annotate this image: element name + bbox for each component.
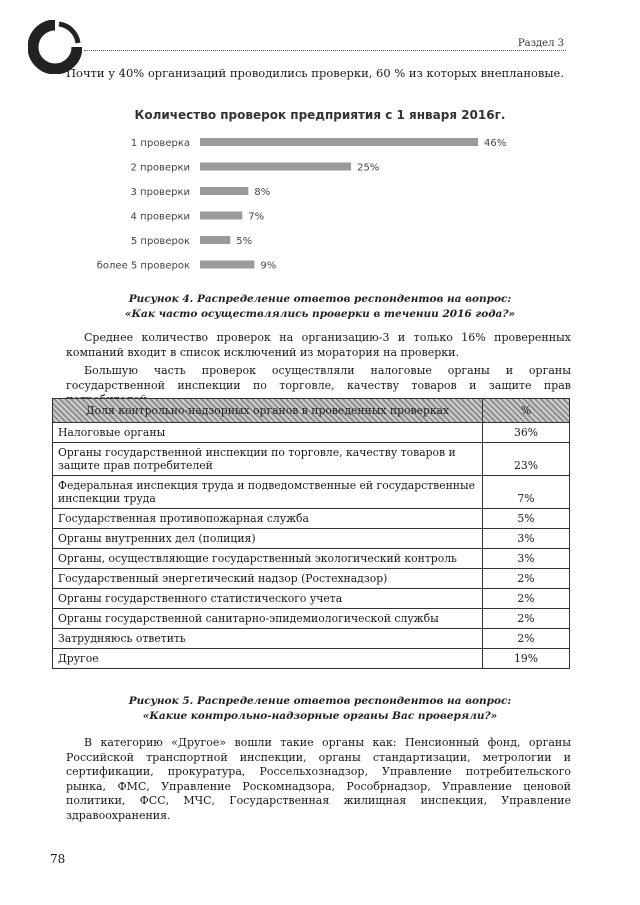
table-cell-name: Затрудняюсь ответить xyxy=(53,629,483,649)
table-row xyxy=(53,629,570,649)
figure-4-caption xyxy=(0,292,640,322)
table-cell-value: 23% xyxy=(483,443,570,476)
bar xyxy=(200,187,248,195)
table-cell-name: Органы государственной санитарно-эпидемиологической службы xyxy=(53,609,483,629)
table-row xyxy=(53,609,570,629)
table-header-percent: % xyxy=(483,399,570,423)
value-label: 9% xyxy=(260,260,277,272)
value-label: 8% xyxy=(254,187,271,198)
table-cell-value: 5% xyxy=(483,509,570,529)
paragraph-average: Среднее количество проверок на организацию-3 и только 16% проверенных компаний входит в список исключений из моратория на проверки. xyxy=(66,331,571,359)
category-label: более 5 проверок xyxy=(96,260,190,272)
chart-title: Количество проверок предприятия с 1 января 2016г. xyxy=(134,108,506,122)
table-cell-value: 2% xyxy=(483,609,570,629)
table-cell-value: 36% xyxy=(483,423,570,443)
table-row xyxy=(53,569,570,589)
figure-4-caption-line-2: «Как часто осуществлялись проверки в течении 2016 года?» xyxy=(124,308,516,320)
intro-text: Почти у 40% организаций проводились проверки, 60 % из которых внеплановые. xyxy=(66,66,565,80)
table-cell-value: 19% xyxy=(483,649,570,669)
table-cell-value: 3% xyxy=(483,549,570,569)
bar xyxy=(200,138,478,146)
category-label: 2 проверки xyxy=(130,162,190,174)
table-header-bodies: Доля контрольно-надзорных органов в проведенных проверках xyxy=(53,399,483,423)
table-cell-name: Другое xyxy=(53,649,483,669)
table-cell-name: Государственный энергетический надзор (Ростехнадзор) xyxy=(53,569,483,589)
paragraph-majority: Большую часть проверок осуществляли налоговые органы и органы государственной инспекции по торговле, качеству товаров и защите прав xyxy=(66,364,571,392)
inspection-bodies-table xyxy=(52,398,570,669)
table-cell-value: 7% xyxy=(483,476,570,509)
table-row xyxy=(53,529,570,549)
category-label: 3 проверки xyxy=(130,187,190,198)
paragraph-other: В категорию «Другое» вошли такие органы как: Пенсионный фонд, органы Российской транспортной инспекции, органы стандартизации, метрологии и сертификации, прокуратура, Россельхознадзор, Управление потребительского рынка, ФМС, Управление Роскомнадзора, Рособрнадзор, Управление ценовой политики, ФСС, МЧС, Государственная жилищная инспекция, Управление здравоохранения. xyxy=(66,736,571,822)
value-label: 25% xyxy=(357,162,380,174)
bar-chart xyxy=(0,128,640,278)
table-row xyxy=(53,649,570,669)
table-row xyxy=(53,549,570,569)
table-row xyxy=(53,423,570,443)
value-label: 46% xyxy=(484,138,507,149)
table-cell-name: Органы государственного статистического учета xyxy=(53,589,483,609)
table-cell-name: Федеральная инспекция труда и подведомственные ей государственные инспекции труда xyxy=(53,476,483,509)
figure-4-caption-line-1: Рисунок 4. Распределение ответов респондентов на вопрос: xyxy=(128,293,512,305)
table-cell-name: Органы внутренних дел (полиция) xyxy=(53,529,483,549)
figure-5-caption-line-2: «Какие контрольно-надзорные органы Вас проверяли?» xyxy=(142,710,498,722)
table-row xyxy=(53,509,570,529)
table-cell-value: 2% xyxy=(483,629,570,649)
header-rule xyxy=(84,50,566,51)
table-cell-name: Налоговые органы xyxy=(53,423,483,443)
bar xyxy=(200,236,230,244)
table-header-row xyxy=(53,399,570,423)
table-row xyxy=(53,476,570,509)
category-label: 1 проверка xyxy=(130,138,190,149)
bar xyxy=(200,163,351,171)
figure-5-caption xyxy=(0,694,640,724)
figure-5-caption-line-1: Рисунок 5. Распределение ответов респондентов на вопрос: xyxy=(128,695,512,707)
table-cell-name: Органы государственной инспекции по торговле, качеству товаров и защите прав потребителей xyxy=(53,443,483,476)
table-row xyxy=(53,589,570,609)
table-cell-value: 2% xyxy=(483,569,570,589)
table-cell-name: Органы, осуществляющие государственный экологический контроль xyxy=(53,549,483,569)
bar xyxy=(200,261,254,269)
table-cell-value: 3% xyxy=(483,529,570,549)
table-row xyxy=(53,443,570,476)
section-label: Раздел 3 xyxy=(517,38,564,49)
bar xyxy=(200,212,242,220)
value-label: 5% xyxy=(236,236,253,247)
value-label: 7% xyxy=(248,211,265,223)
category-label: 5 проверок xyxy=(130,236,190,247)
category-label: 4 проверки xyxy=(130,211,190,223)
table-cell-name: Государственная противопожарная служба xyxy=(53,509,483,529)
table-cell-value: 2% xyxy=(483,589,570,609)
page-number: 78 xyxy=(50,852,66,866)
